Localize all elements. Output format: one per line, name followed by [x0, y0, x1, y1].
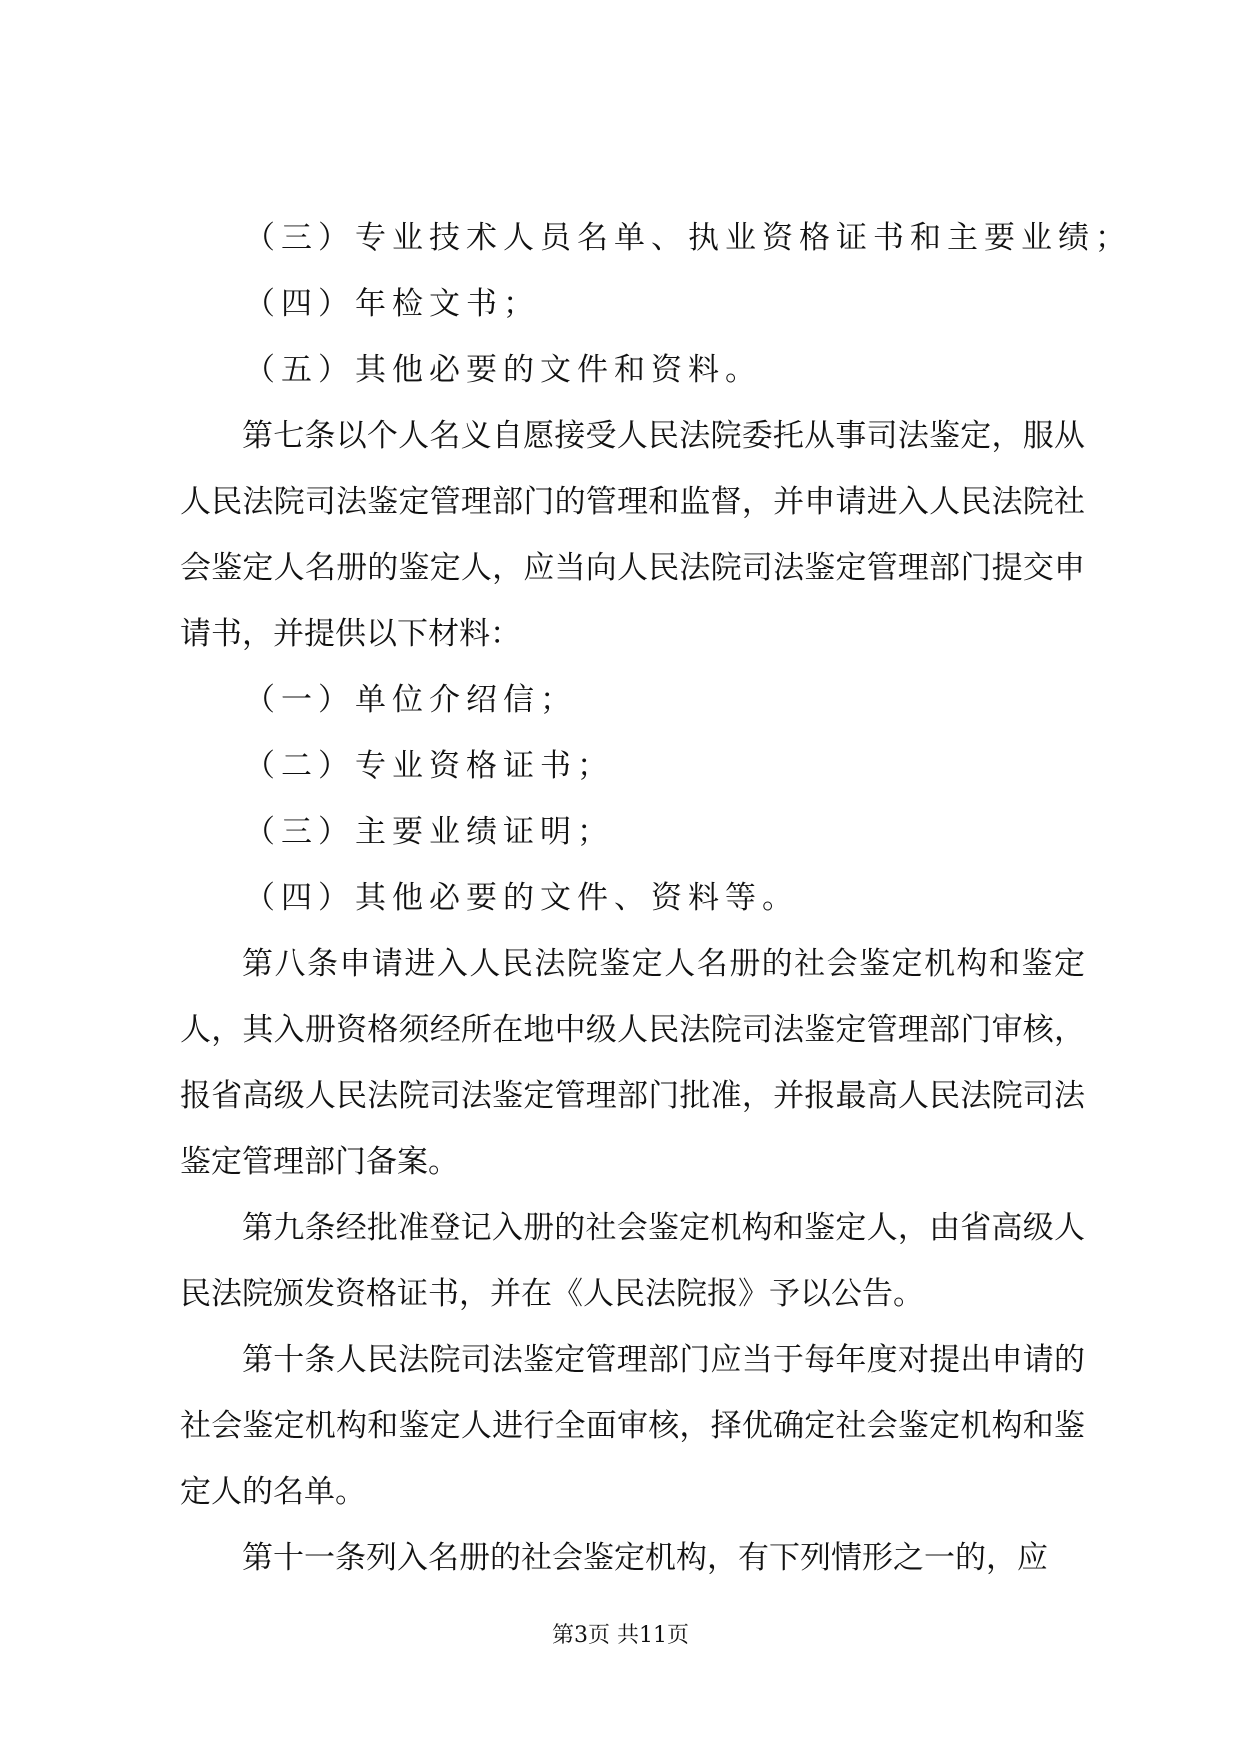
- list-item: （三）专业技术人员名单、执业资格证书和主要业绩；: [244, 220, 1132, 256]
- list-item: （四）年检文书；: [244, 286, 540, 322]
- list-item: （二）专业资格证书；: [244, 748, 614, 784]
- document-body: [180, 205, 1132, 1591]
- article-7-paragraph: 第七条以个人名义自愿接受人民法院委托从事司法鉴定，服从人民法院司法鉴定管理部门的管理和监督，并申请进入人民法院社会鉴定人名册的鉴定人，应当向人民法院司法鉴定管理部门提交申请书，并提供以下材料：: [180, 418, 1085, 652]
- article-8-paragraph: 第八条申请进入人民法院鉴定人名册的社会鉴定机构和鉴定人，其入册资格须经所在地中级人民法院司法鉴定管理部门审核，报省高级人民法院司法鉴定管理部门批准，并报最高人民法院司法鉴定管理部门备案。: [180, 946, 1085, 1180]
- list-item: （五）其他必要的文件和资料。: [244, 352, 762, 388]
- article-10-paragraph: 第十条人民法院司法鉴定管理部门应当于每年度对提出申请的社会鉴定机构和鉴定人进行全面审核，择优确定社会鉴定机构和鉴定人的名单。: [180, 1342, 1085, 1510]
- list-item: （三）主要业绩证明；: [244, 814, 614, 850]
- list-item: （四）其他必要的文件、资料等。: [244, 880, 799, 916]
- article-11-paragraph: 第十一条列入名册的社会鉴定机构，有下列情形之一的，应: [242, 1540, 1048, 1576]
- page-number-footer: 第3页 共11页: [552, 1623, 689, 1648]
- list-item: （一）单位介绍信；: [244, 682, 577, 718]
- article-9-paragraph: 第九条经批准登记入册的社会鉴定机构和鉴定人，由省高级人民法院颁发资格证书，并在《人民法院报》予以公告。: [180, 1210, 1085, 1312]
